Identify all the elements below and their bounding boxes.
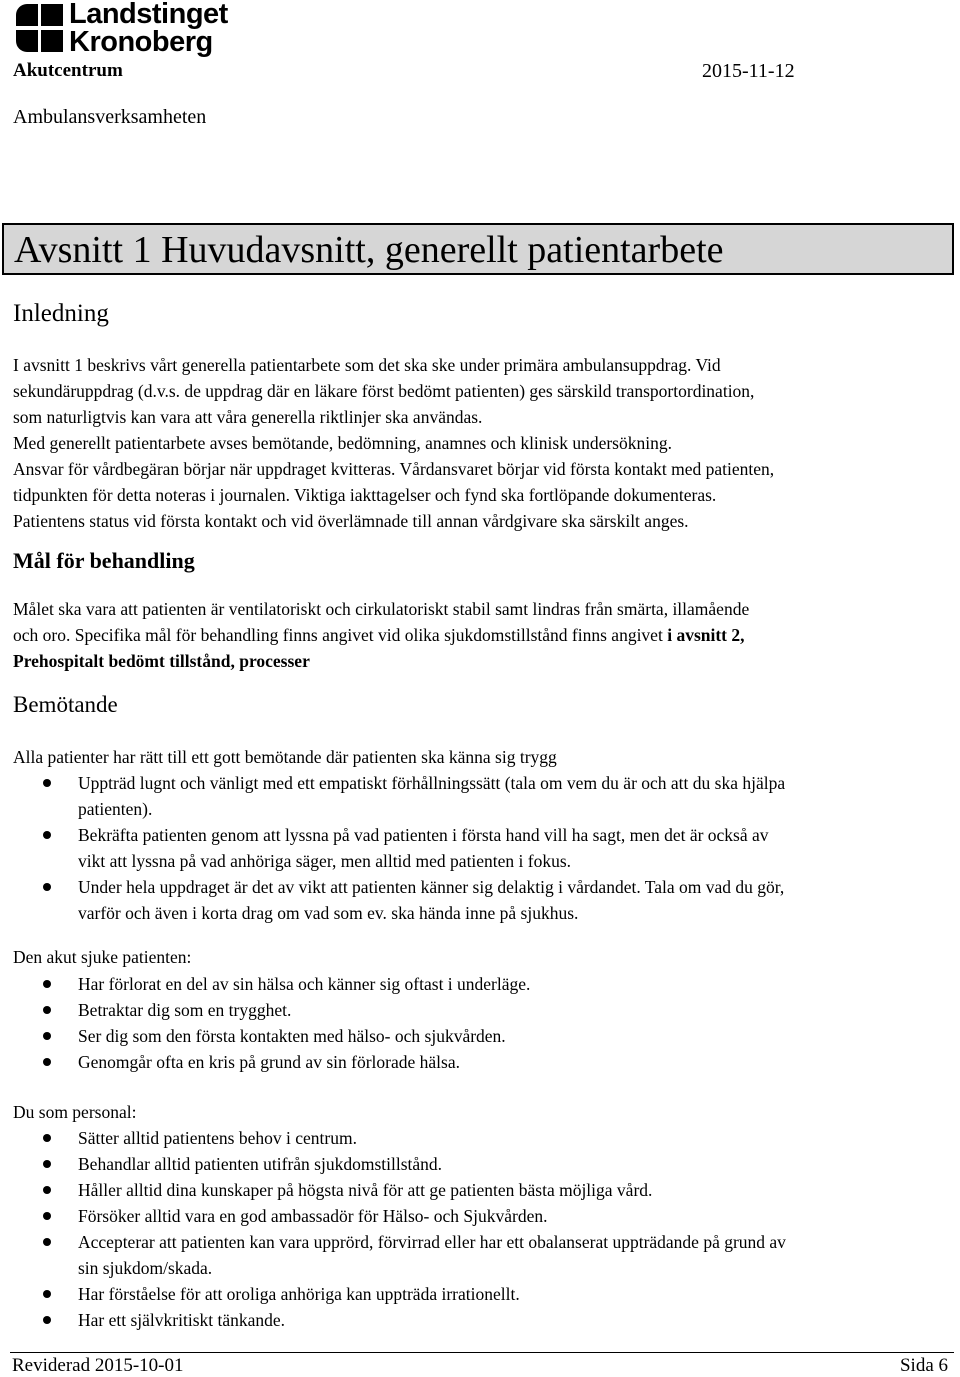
goal-line: och oro. Specifika mål för behandling finns angivet vid olika sjukdomstillstånd finns angivet i avsnitt 2,	[13, 625, 745, 645]
goal-reference: i avsnitt 2,	[667, 625, 745, 645]
list-item: Accepterar att patienten kan vara upprörd, förvirrad eller har ett obalanserat uppträdande på grund av sin sjukdom/skada.	[0, 1229, 950, 1281]
list-item: Behandlar alltid patienten utifrån sjukdomstillstånd.	[0, 1151, 950, 1177]
list-item: Uppträd lugnt och vänligt med ett empatiskt förhållningssätt (tala om vem du är och att du ska hjälpa patienten).	[0, 770, 950, 822]
heading-inledning: Inledning	[13, 300, 109, 327]
list-item: Sätter alltid patientens behov i centrum.	[0, 1125, 950, 1151]
list-item: Betraktar dig som en trygghet.	[0, 997, 950, 1023]
intro-line: Med generellt patientarbete avses bemötande, bedömning, anamnes och klinisk undersökning.	[13, 433, 672, 453]
list-item: Försöker alltid vara en god ambassadör för Hälso- och Sjukvården.	[0, 1203, 950, 1229]
patient-list	[0, 971, 950, 1075]
logo	[12, 2, 242, 62]
intro-line: tidpunkten för detta noteras i journalen. Viktiga iakttagelser och fynd ska fortlöpande dokumenteras.	[13, 485, 717, 505]
list-item: Genomgår ofta en kris på grund av sin förlorade hälsa.	[0, 1049, 950, 1075]
intro-line: sekundäruppdrag (d.v.s. de uppdrag där en läkare först bedömt patienten) ges särskild transportordination,	[13, 381, 755, 401]
treatment-lead: Alla patienter har rätt till ett gott bemötande där patienten ska känna sig trygg	[13, 747, 557, 767]
treatment-list	[0, 770, 950, 926]
goal-line: Målet ska vara att patienten är ventilatoriskt och cirkulatoriskt stabil samt lindras från smärta, illamående	[13, 599, 750, 619]
header-date: 2015-11-12	[702, 60, 795, 82]
intro-paragraph	[13, 352, 948, 534]
list-item: Håller alltid dina kunskaper på högsta nivå för att ge patienten bästa möjliga vård.	[0, 1177, 950, 1203]
heading-goal: Mål för behandling	[13, 548, 195, 573]
list-item: Har förståelse för att oroliga anhöriga kan uppträda irrationellt.	[0, 1281, 950, 1307]
patient-lead: Den akut sjuke patienten:	[13, 947, 192, 967]
list-item: Har ett självkritiskt tänkande.	[0, 1307, 950, 1333]
goal-paragraph	[13, 596, 948, 674]
logo-mark-icon	[12, 4, 66, 56]
goal-reference: Prehospitalt bedömt tillstånd, processer	[13, 651, 310, 671]
heading-bemotande: Bemötande	[13, 692, 118, 717]
footer-revised: Reviderad 2015-10-01	[12, 1355, 184, 1376]
list-item: Ser dig som den första kontakten med hälso- och sjukvården.	[0, 1023, 950, 1049]
footer-divider	[10, 1352, 954, 1353]
intro-line: Ansvar för vårdbegäran börjar när uppdraget kvitteras. Vårdansvaret börjar vid första kontakt med patienten,	[13, 459, 775, 479]
header-unit: Ambulansverksamheten	[13, 106, 207, 128]
logo-wordmark: Landstinget Kronoberg	[69, 0, 228, 58]
footer-page-number: Sida 6	[899, 1355, 948, 1376]
intro-line: I avsnitt 1 beskrivs vårt generella patientarbete som det ska ske under primära ambulansuppdrag. Vid	[13, 355, 721, 375]
intro-line: Patientens status vid första kontakt och vid överlämnade till annan vårdgivare ska särskilt anges.	[13, 511, 689, 531]
staff-lead: Du som personal:	[13, 1102, 137, 1122]
section-banner	[2, 223, 954, 275]
list-item: Bekräfta patienten genom att lyssna på vad patienten i första hand vill ha sagt, men det är också av vikt att lyssna på vad anhöriga säger, men alltid med patienten i fokus.	[0, 822, 950, 874]
section-title: Avsnitt 1 Huvudavsnitt, generellt patientarbete	[14, 229, 724, 271]
intro-line: som naturligtvis kan vara att våra generella riktlinjer ska användas.	[13, 407, 483, 427]
staff-list	[0, 1125, 950, 1333]
header-org: Akutcentrum	[13, 60, 123, 81]
goal-line	[13, 648, 948, 674]
list-item: Har förlorat en del av sin hälsa och känner sig oftast i underläge.	[0, 971, 950, 997]
list-item: Under hela uppdraget är det av vikt att patienten känner sig delaktig i vårdandet. Tala om vad du gör, varför och även i korta drag om vad som ev. ska hända inne på sjukhus.	[0, 874, 950, 926]
